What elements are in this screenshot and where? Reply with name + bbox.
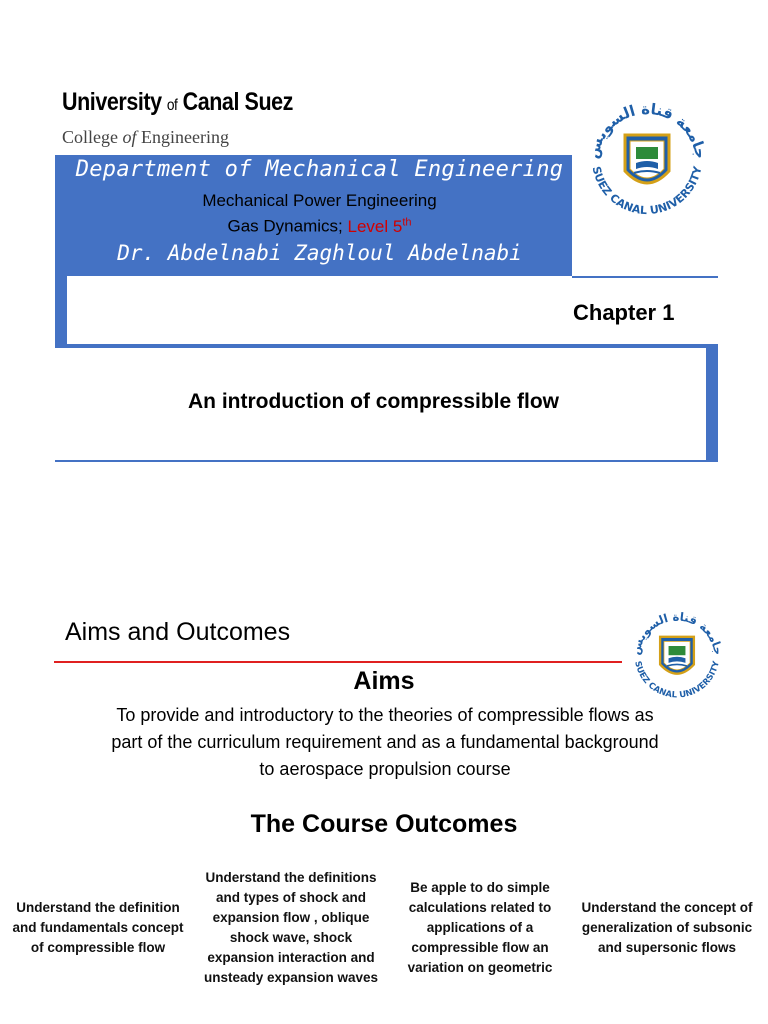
frame-right-bar	[706, 344, 718, 462]
chapter-title: An introduction of compressible flow	[188, 390, 560, 413]
svg-text:جامعة قناة السويس: جامعة قناة السويس	[583, 99, 710, 161]
aims-slide	[0, 512, 768, 1024]
program-name: Mechanical Power Engineering	[202, 191, 437, 210]
frame-bottom-line	[55, 460, 718, 462]
university-seal-icon	[578, 95, 716, 225]
aims-line: To provide and introductory to the theories of compressible flows as	[116, 705, 654, 725]
frame-left-bar	[55, 155, 67, 348]
aims-title: Aims	[353, 667, 415, 695]
outcome-item: Understand the definition and fundamentals concept of compressible flow	[12, 900, 184, 955]
aims-line: to aerospace propulsion course	[259, 759, 511, 779]
university-name: University of Canal Suez	[62, 88, 294, 116]
department-banner	[67, 155, 572, 276]
course-line: Gas Dynamics; Level 5th	[227, 216, 412, 236]
outcome-item: Understand the concept of generalization of subsonic and supersonic flows	[581, 900, 753, 955]
department-name: Department of Mechanical Engineering	[75, 157, 564, 182]
chapter-number: Chapter 1	[573, 300, 675, 325]
aims-paragraph	[40, 702, 730, 783]
frame-middle-bar	[55, 344, 718, 348]
outcome-item: Understand the definitions and types of shock and expansion flow , oblique shock wave, shock expansion interaction and unsteady expansion waves	[203, 870, 379, 985]
slide-heading: Aims and Outcomes	[65, 618, 291, 646]
outcome-item: Be apple to do simple calculations related to applications of a compressible flow an variation on geometric	[407, 880, 553, 975]
frame-top-line	[572, 276, 718, 278]
svg-text:جامعة قناة السويس: جامعة قناة السويس	[628, 609, 726, 657]
university-logo	[578, 95, 716, 225]
heading-underline	[54, 661, 622, 663]
lecturer-name: Dr. Abdelnabi Zaghloul Abdelnabi	[117, 241, 522, 265]
svg-text:SUEZ CANAL UNIVERSITY: SUEZ CANAL UNIVERSITY	[633, 659, 721, 700]
college-name: College of Engineering	[62, 127, 229, 147]
aims-line: part of the curriculum requirement and as a fundamental background	[111, 732, 659, 752]
level-text: Level 5th	[347, 216, 412, 236]
svg-text:SUEZ CANAL UNIVERSITY: SUEZ CANAL UNIVERSITY	[589, 165, 705, 218]
outcomes-title: The Course Outcomes	[250, 810, 518, 838]
